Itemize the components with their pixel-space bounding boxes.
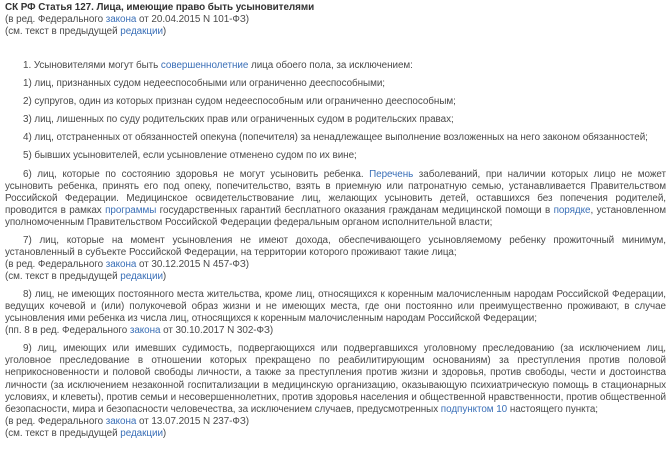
subitem-7: 7) лиц, которые на момент усыновления не имеют дохода, обеспечивающего усыновляемому ребенку прожиточный минимум, установленный в субъекте Российской Федерации, на территории которого проживают такие лица; <box>5 234 666 258</box>
note-text: (см. текст в предыдущей <box>5 427 121 439</box>
law-link[interactable]: закона <box>105 258 137 270</box>
see-note-text: (см. текст в предыдущей <box>5 26 121 38</box>
subitem-7-see-note <box>5 271 666 283</box>
see-note-close: ) <box>162 26 167 38</box>
subitem-9 <box>5 343 666 415</box>
note-text: (в ред. Федерального <box>5 415 106 427</box>
previous-edition-link[interactable]: редакции <box>120 271 163 282</box>
paragraph-1 <box>5 60 666 72</box>
procedure-link[interactable]: порядке <box>553 204 591 216</box>
note-text: (см. текст в предыдущей <box>5 271 121 282</box>
subitem-8-edit-note <box>5 325 666 337</box>
subitem-6-text-d: , установленном уполномоченным Правительством Российской Федерации федеральным органом исполнительной власти; <box>5 204 666 228</box>
subitem-6 <box>5 169 666 229</box>
subitem-9-text-b: настоящего пункта; <box>507 403 598 415</box>
note-text: (пп. 8 в ред. Федерального <box>5 325 130 337</box>
paragraph-1-text: 1. Усыновителями могут быть <box>23 60 161 72</box>
subitem-7-edit-note <box>5 259 666 271</box>
edit-note-date: от 20.04.2015 N 101-ФЗ) <box>136 14 249 25</box>
subitem-9-text-a: 9) лиц, имеющих или имевших судимость, подвергающихся или подвергавшихся уголовному преследованию (за исключением лиц, уголовное преследование в отношении которых прекращено по реабилитирующим основаниям) за преступления против половой неприкосновенности и половой свободы личности, а также за преступления против жизни и здоровья, против свободы, чести и достоинства личности (за исключением незаконной госпитализации в медицинскую организацию, оказывающую психиатрическую помощь в стационарных условиях, и клеветы), против семьи и несовершеннолетних, против здоровья населения и общественной нравственности, против общественной безопасности, мира и безопасности человечества, за исключением случаев, предусмотренных <box>5 343 666 415</box>
note-date: от 30.12.2015 N 457-ФЗ) <box>136 258 249 270</box>
note-close: ) <box>162 271 167 282</box>
note-close: ) <box>162 427 167 439</box>
note-text: (в ред. Федерального <box>5 258 106 270</box>
subparagraph-10-link[interactable]: подпунктом 10 <box>440 403 508 415</box>
subitem-9-see-note <box>5 428 666 440</box>
subitem-6-text-c: государственных гарантий бесплатного оказания гражданам медицинской помощи в <box>156 204 554 216</box>
law-link[interactable]: закона <box>105 415 137 427</box>
note-date: от 13.07.2015 N 237-ФЗ) <box>136 415 249 427</box>
adult-age-link[interactable]: совершеннолетние <box>160 60 249 72</box>
spacer <box>5 38 666 60</box>
subitem-6-text-b: заболеваний, при наличии которых лицо не может усыновить ребенка, принять его под опеку, попечительство, взять в приемную или патронатную семью, устанавливается Правительством Российской Федерации. Медицинское освидетельствование лиц, желающих усыновить детей, оставшихся без попечения родителей, проводится в рамках <box>5 168 666 216</box>
note-date: от 30.10.2017 N 302-ФЗ) <box>160 325 274 337</box>
see-previous-note <box>5 26 666 38</box>
program-link[interactable]: программы <box>105 204 157 216</box>
edit-note-text: (в ред. Федерального <box>5 14 106 25</box>
previous-edition-link[interactable]: редакции <box>120 26 163 38</box>
subitem-4: 4) лиц, отстраненных от обязанностей опекуна (попечителя) за ненадлежащее выполнение возложенных на него законом обязанностей; <box>23 132 648 144</box>
paragraph-1-text-end: лица обоего пола, за исключением: <box>248 60 413 72</box>
subitem-1: 1) лиц, признанных судом недееспособными или ограниченно дееспособными; <box>23 78 385 90</box>
subitem-8: 8) лиц, не имеющих постоянного места жительства, кроме лиц, относящихся к коренным малочисленным народам Российской Федерации, ведущих кочевой и (или) полукочевой образ жизни и не имеющих места, где они постоянно или преимущественно проживают, в случае усыновления ими ребенка из числа лиц, относящихся к коренным малочисленным народам Российской Федерации; <box>5 289 666 325</box>
previous-edition-link[interactable]: редакции <box>120 427 163 439</box>
subitem-3: 3) лиц, лишенных по суду родительских прав или ограниченных судом в родительских правах; <box>23 114 454 126</box>
disease-list-link[interactable]: Перечень <box>369 168 414 180</box>
subitem-9-edit-note <box>5 416 666 428</box>
subitem-5: 5) бывших усыновителей, если усыновление отменено судом по их вине; <box>23 150 357 162</box>
article-title: СК РФ Статья 127. Лица, имеющие право быть усыновителями <box>5 2 315 13</box>
law-link[interactable]: закона <box>129 325 161 337</box>
edit-note <box>5 14 666 26</box>
subitem-6-text-a: 6) лиц, которые по состоянию здоровья не могут усыновить ребенка. <box>23 168 370 180</box>
law-link[interactable]: закона <box>105 14 137 25</box>
subitem-2: 2) супругов, один из которых признан судом недееспособным или ограниченно дееспособным; <box>23 96 456 108</box>
